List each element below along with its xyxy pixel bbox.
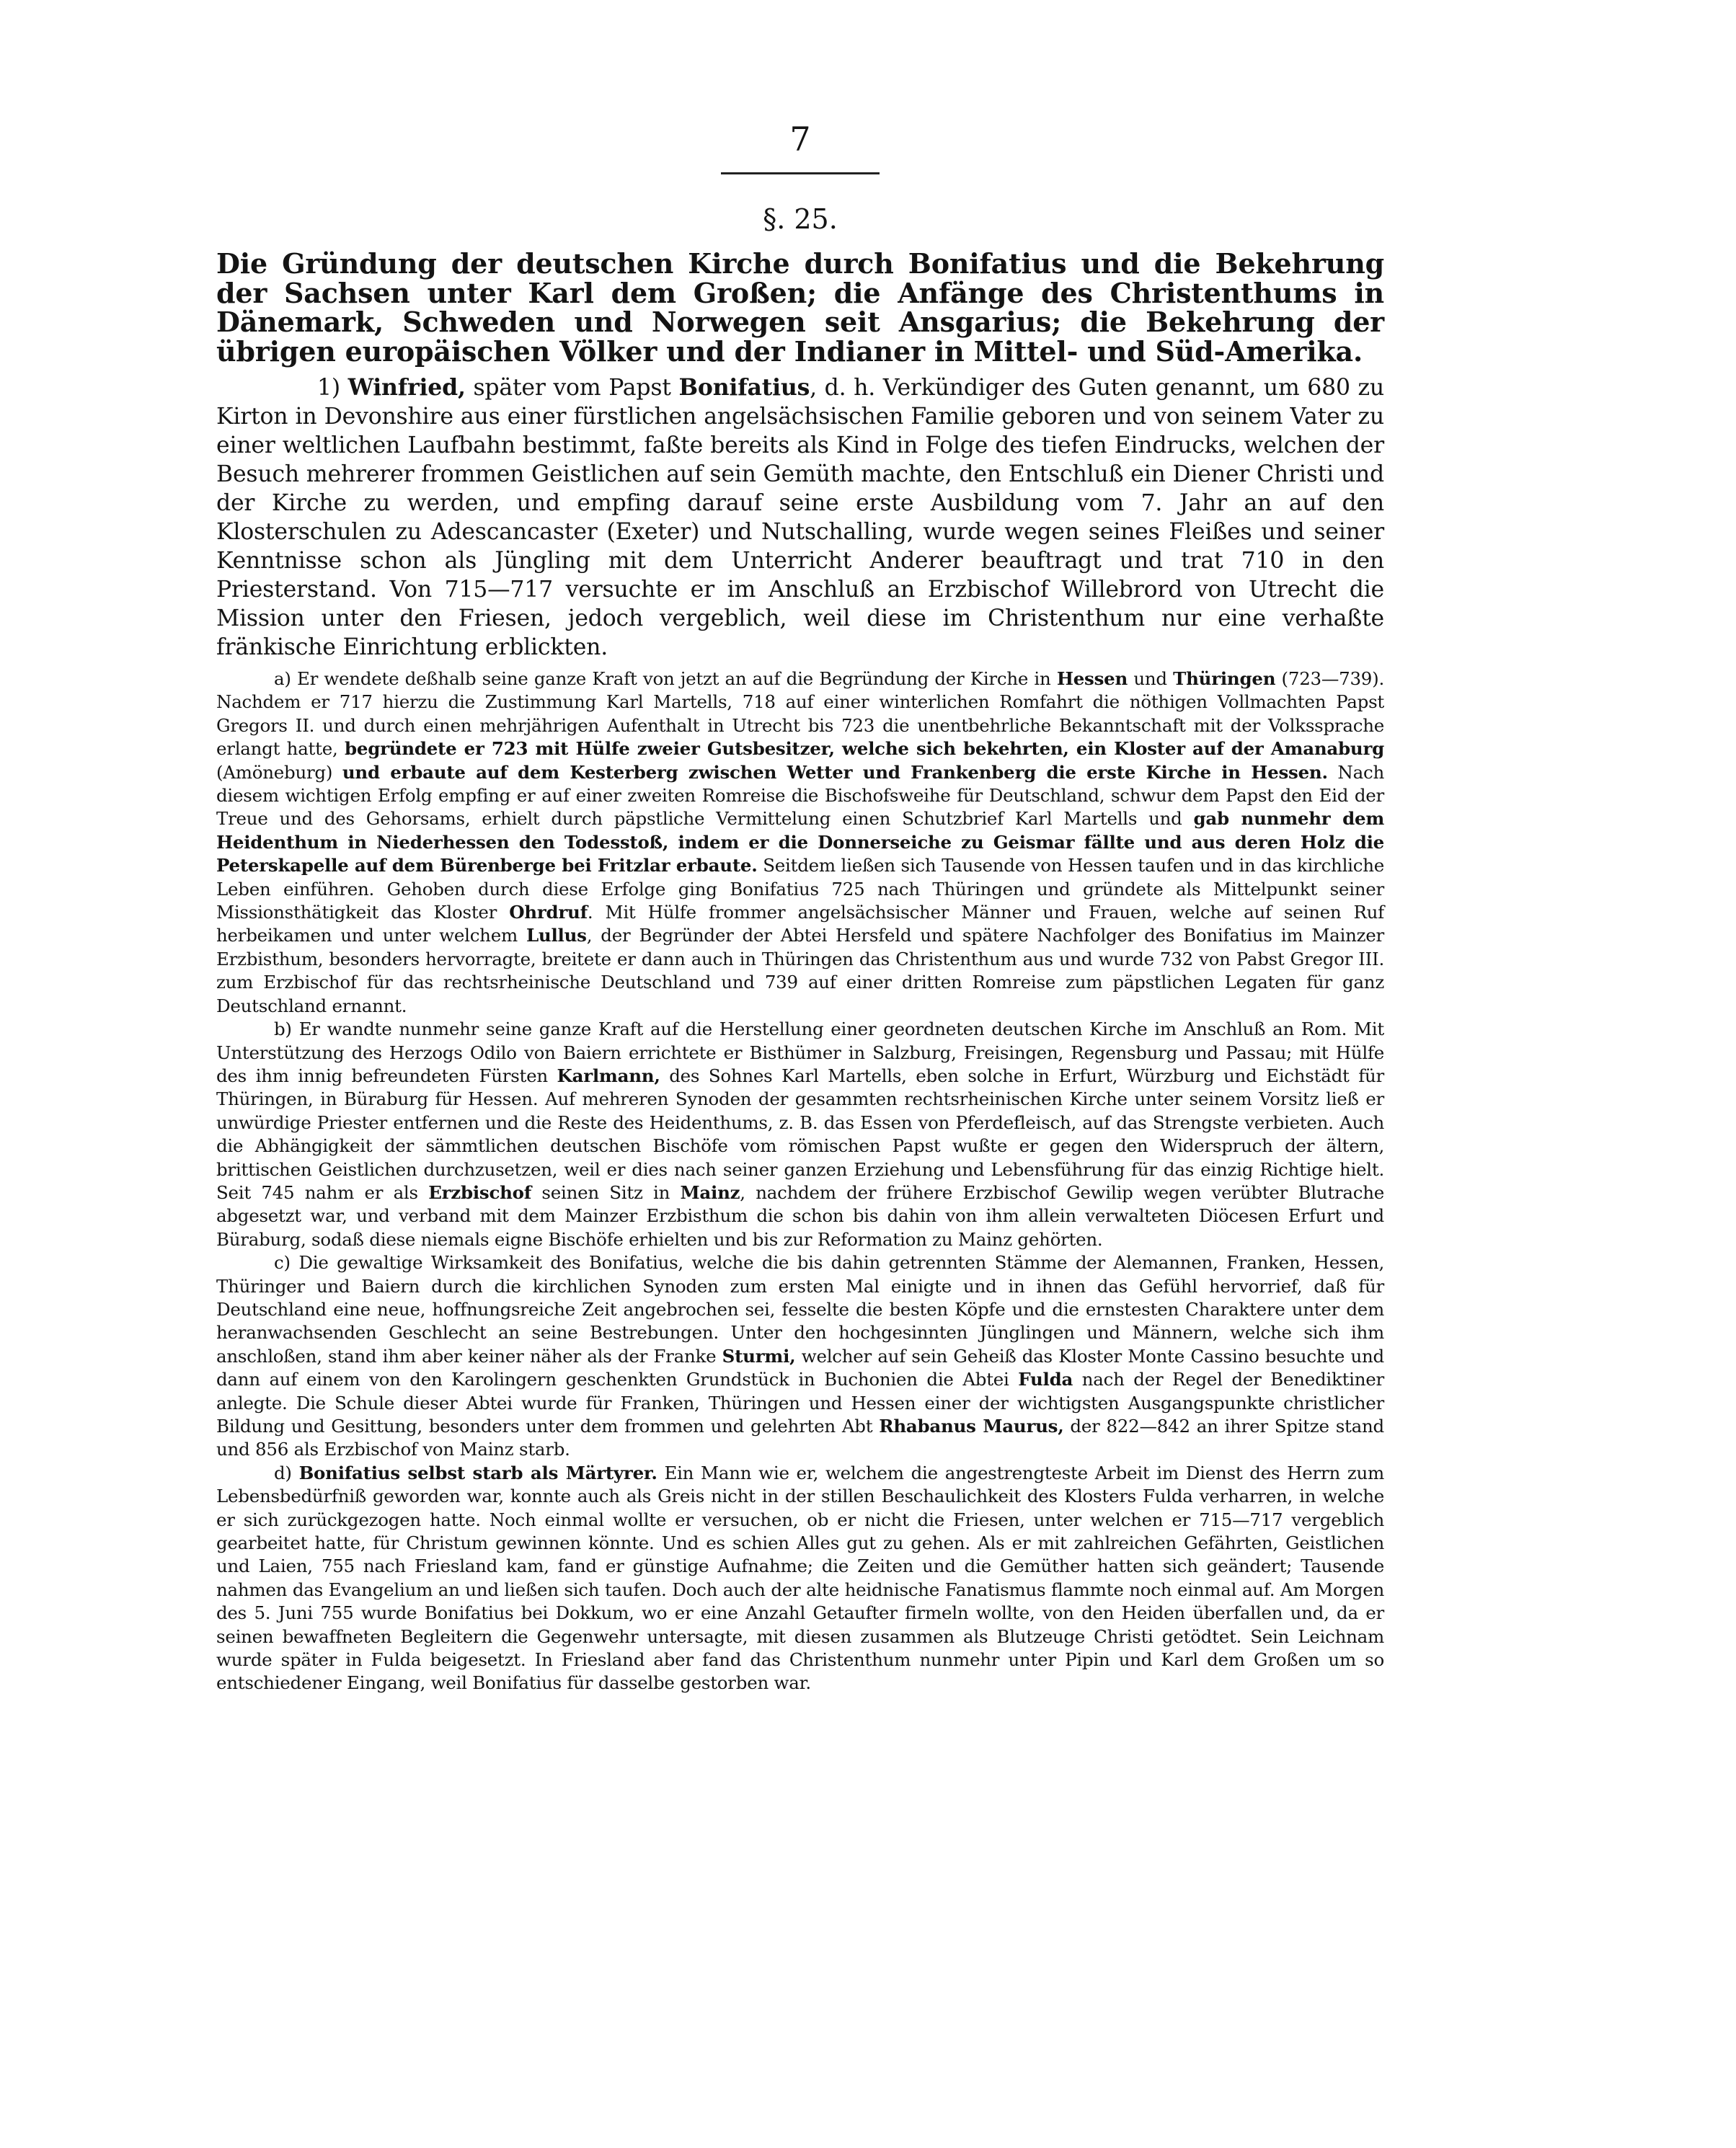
paragraph-b: b) Er wandte nunmehr seine ganze Kraft auf die Herstellung einer geordneten deutschen Kirche im Anschluß an Rom. Mit Unterstützung des Herzogs Odilo von Baiern errichtete er Bisthümer in Salzburg, Freisingen, Regensburg und Passau; mit Hülfe des ihm innig befreundeten Fürsten Karlmann, des Sohnes Karl Martells, eben solche in Erfurt, Würzburg und Eichstädt für Thüringen, in Büraburg für Hessen. Auf mehreren Synoden der gesammten rechtsrheinischen Kirche unter seinem Vorsitz ließ er unwürdige Priester entfernen und die Reste des Heidenthums, z. B. das Essen von Pferdefleisch, auf das Strengste verbieten. Auch die Abhängigkeit der sämmtlichen deutschen Bischöfe vom römischen Papst wußte er gegen den Widerspruch der ältern, brittischen Geistlichen durchzusetzen, weil er dies nach seiner ganzen Erziehung und Lebensführung für das einzig Richtige hielt. Seit 745 nahm er als Erzbischof seinen Sitz in Mainz, nachdem der frühere Erzbischof Gewilip wegen verübter Blutrache abgesetzt war, und verband mit dem Mainzer Erzbisthum die schon bis dahin von ihm allein verwalteten Diöcesen Erfurt und Büraburg, sodaß diese niemals eigne Bischöfe erhielten und bis zur Reformation zu Mainz gehörten. [216, 1018, 1385, 1250]
paragraph-a: a) Er wendete deßhalb seine ganze Kraft von jetzt an auf die Begründung der Kirche in Hessen und Thüringen (723—739). Nachdem er 717 hierzu die Zustimmung Karl Martells, 718 auf einer winterlichen Romfahrt die nöthigen Vollmachten Papst Gregors II. und durch einen mehrjährigen Aufenthalt in Utrecht bis 723 die unentbehrliche Bekanntschaft mit der Volkssprache erlangt hatte, begründete er 723 mit Hülfe zweier Gutsbesitzer, welche sich bekehrten, ein Kloster auf der Amanaburg (Amöneburg) und erbaute auf dem Kesterberg zwischen Wetter und Frankenberg die erste Kirche in Hessen. Nach diesem wichtigen Erfolg empfing er auf einer zweiten Romreise die Bischofsweihe für Deutschland, schwur dem Papst den Eid der Treue und des Gehorsams, erhielt durch päpstliche Vermittelung einen Schutzbrief Karl Martells und gab nunmehr dem Heidenthum in Niederhessen den Todesstoß, indem er die Donnerseiche zu Geismar fällte und aus deren Holz die Peterskapelle auf dem Bürenberge bei Fritzlar erbaute. Seitdem ließen sich Tausende von Hessen taufen und in das kirchliche Leben einführen. Gehoben durch diese Erfolge ging Bonifatius 725 nach Thüringen und gründete als Mittelpunkt seiner Missionsthätigkeit das Kloster Ohrdruf. Mit Hülfe frommer angelsächsischer Männer und Frauen, welche auf seinen Ruf herbeikamen und unter welchem Lullus, der Begründer der Abtei Hersfeld und spätere Nachfolger des Bonifatius im Mainzer Erzbisthum, besonders hervorragte, breitete er dann auch in Thüringen das Christenthum aus und wurde 732 von Pabst Gregor III. zum Erzbischof für das rechtsrheinische Deutschland und 739 auf einer dritten Romreise zum päpstlichen Legaten für ganz Deutschland ernannt. [216, 668, 1385, 1016]
paragraph-c: c) Die gewaltige Wirksamkeit des Bonifatius, welche die bis dahin getrennten Stämme der Alemannen, Franken, Hessen, Thüringer und Baiern durch die kirchlichen Synoden zum ersten Mal einigte und in ihnen das Gefühl hervorrief, daß für Deutschland eine neue, hoffnungsreiche Zeit angebrochen sei, fesselte die besten Köpfe und die ernstesten Charaktere unter dem heranwachsenden Geschlecht an seine Bestrebungen. Unter den hochgesinnten Jünglingen und Männern, welche sich ihm anschloßen, stand ihm aber keiner näher als der Franke Sturmi, welcher auf sein Geheiß das Kloster Monte Cassino besuchte und dann auf einem von den Karolingern geschenkten Grundstück in Buchonien die Abtei Fulda nach der Regel der Benediktiner anlegte. Die Schule dieser Abtei wurde für Franken, Thüringen und Hessen einer der wichtigsten Ausgangspunkte christlicher Bildung und Gesittung, besonders unter dem frommen und gelehrten Abt Rhabanus Maurus, der 822—842 an ihrer Spitze stand und 856 als Erzbischof von Mainz starb. [216, 1252, 1384, 1460]
paragraph-1: 1) Winfried, später vom Papst Bonifatius, d. h. Verkündiger des Guten genannt, um 680 zu Kirton in Devonshire aus einer fürstlichen angelsächsischen Familie geboren und von seinem Vater zu einer weltlichen Laufbahn bestimmt, faßte bereits als Kind in Folge des tiefen Eindrucks, welchen der Besuch mehrerer frommen Geistlichen auf sein Gemüth machte, den Entschluß ein Diener Christi und der Kirche zu werden, und empfing darauf seine erste Ausbildung vom 7. Jahr an auf den Klosterschulen zu Adescancaster (Exeter) und Nutschalling, wurde wegen seines Fleißes und seiner Kenntnisse schon als Jüngling mit dem Unterricht Anderer beauftragt und trat 710 in den Priesterstand. Von 715—717 versuchte er im Anschluß an Erzbischof Willebrord von Utrecht die Mission unter den Friesen, jedoch vergeblich, weil diese im Christenthum nur eine verhaßte fränkische Einrichtung erblickten. [216, 374, 1385, 660]
section-mark: §. 25. [763, 203, 838, 235]
page-number: 7 [789, 120, 811, 159]
section-heading: Die Gründung der deutschen Kirche durch Bonifatius und die Bekehrung der Sachsen unter Karl dem Großen; die Anfänge des Christenthums in Dänemark, Schweden und Norwegen seit Ansgarius; die Bekehrung der übrigen europäischen Völker und der Indianer in Mittel- und Süd-Amerika. [216, 247, 1384, 368]
header-rule [721, 172, 880, 174]
paragraph-d: d) Bonifatius selbst starb als Märtyrer. Ein Mann wie er, welchem die angestrengteste Arbeit im Dienst des Herrn zum Lebensbedürfniß geworden war, konnte auch als Greis nicht in der stillen Beschaulichkeit des Klosters Fulda verharren, in welche er sich zurückgezogen hatte. Noch einmal wollte er versuchen, ob er nicht die Friesen, unter welchen er 715—717 vergeblich gearbeitet hatte, für Christum gewinnen könnte. Und es schien Alles gut zu gehen. Als er mit zahlreichen Gefährten, Geistlichen und Laien, 755 nach Friesland kam, fand er günstige Aufnahme; die Zeiten und die Gemüther hatten sich geändert; Tausende nahmen das Evangelium an und ließen sich taufen. Doch auch der alte heidnische Fanatismus flammte noch einmal auf. Am Morgen des 5. Juni 755 wurde Bonifatius bei Dokkum, wo er eine Anzahl Getaufter firmeln wollte, von den Heiden überfallen und, da er seinen bewaffneten Begleitern die Gegenwehr untersagte, mit diesen zusammen als Blutzeuge Christi getödtet. Sein Leichnam wurde später in Fulda beigesetzt. In Friesland aber fand das Christenthum nunmehr unter Pipin und Karl dem Großen um so entschiedener Eingang, weil Bonifatius für dasselbe gestorben war. [216, 1462, 1384, 1694]
page [216, 119, 1384, 1695]
